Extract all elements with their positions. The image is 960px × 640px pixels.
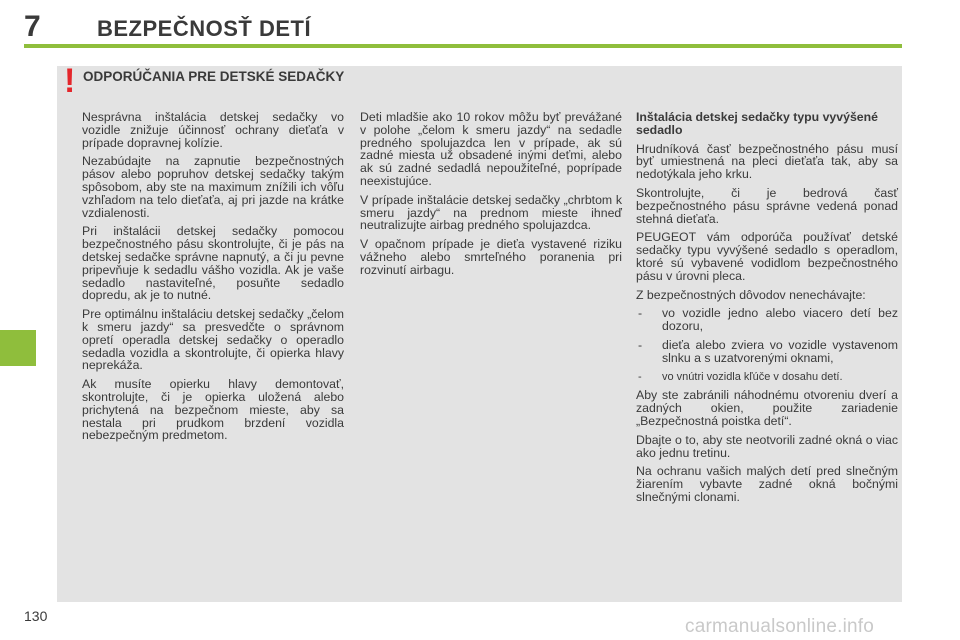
column-subheading: Inštalácia detskej sedačky typu vyvýšené sedadlo: [636, 110, 878, 137]
paragraph: Dbajte o to, aby ste neotvorili zadné okná o viac ako jednu tretinu.: [636, 432, 898, 460]
text-column-3: [636, 111, 898, 510]
chapter-number: 7: [24, 10, 41, 43]
warning-exclamation-icon: !: [64, 62, 76, 100]
bullet-dash: -: [638, 370, 642, 383]
list-item-text: dieťa alebo zviera vo vozidle vystavenom slnku a s uzatvorenými oknami,: [662, 337, 898, 365]
paragraph: Na ochranu vašich malých detí pred slnečným žiarením vybavte zadné okná bočnými slnečnými clonami.: [636, 464, 898, 504]
text-column-2: [360, 111, 622, 283]
paragraph: Deti mladšie ako 10 rokov môžu byť prevážané v polohe „čelom k smeru jazdy“ na sedadle predného spolujazdca len v prípade, ak sú zadné miesta už obsadené inými deťmi, alebo ak sú zadné sedadlá nepoužiteľné, poprípade neexistujúce.: [360, 110, 622, 188]
paragraph: Pri inštalácii detskej sedačky pomocou bezpečnostného pásu skontrolujte, či je pás na detskej sedačke správne napnutý, a či ju pevne pripevňuje k sedadlu vášho vozidla. Ak je vaše sedadlo nastaviteľné, posuňte sedadlo dopredu, ak je to nutné.: [82, 224, 344, 303]
page-number: 130: [24, 608, 48, 624]
paragraph: V prípade inštalácie detskej sedačky „chrbtom k smeru jazdy“ na prednom mieste ihneď neutralizujte airbag predného spolujazdca.: [360, 192, 622, 233]
paragraph: Nezabúdajte na zapnutie bezpečnostných pásov alebo popruhov detskej sedačky takým spôsobom, aby ste na maximum znížili ich vôľu vzhľadom na telo dieťaťa, aj pri jazde na krátke vzdialenosti.: [82, 154, 344, 220]
chapter-side-tab: [0, 330, 36, 366]
paragraph: Pre optimálnu inštaláciu detskej sedačky „čelom k smeru jazdy“ sa presvedčte o správnom opretí operadla detskej sedačky o operadlo sedadla vozidla a skontrolujte, či opierka hlavy neprekáža.: [82, 307, 344, 373]
paragraph: Hrudníková časť bezpečnostného pásu musí byť umiestnená na pleci dieťaťa tak, aby sa nedotýkala jeho krku.: [636, 141, 898, 182]
list-item: [636, 307, 898, 333]
list-item-text: vo vnútri vozidla kľúče v dosahu detí.: [662, 370, 843, 383]
paragraph: V opačnom prípade je dieťa vystavené riziku vážneho alebo smrteľného poranenia pri rozvinutí airbagu.: [360, 237, 622, 277]
paragraph: Skontrolujte, či je bedrová časť bezpečnostného pásu správne vedená ponad stehná dieťaťa.: [636, 185, 898, 226]
warning-list: [636, 307, 898, 383]
text-column-1: [82, 111, 344, 448]
bullet-dash: -: [638, 337, 643, 352]
header-rule: [24, 44, 902, 48]
paragraph: PEUGEOT vám odporúča používať detské sedačky typu vyvýšené sedadlo s operadlom, ktoré sú vybavené vodidlom bezpečnostného pásu v úrovni pleca.: [636, 230, 898, 283]
bullet-dash: -: [638, 306, 643, 321]
watermark-text: carmanualsonline.info: [685, 616, 875, 637]
list-item: [636, 371, 898, 384]
section-title: ODPORÚČANIA PRE DETSKÉ SEDAČKY: [83, 69, 345, 84]
list-item: [636, 339, 898, 365]
paragraph: Ak musíte opierku hlavy demontovať, skontrolujte, či je opierka uložená alebo prichytená na bezpečnom mieste, aby sa nestala pri prudkom brzdení vozidla nebezpečným predmetom.: [82, 377, 344, 443]
paragraph: Z bezpečnostných dôvodov nenechávajte:: [636, 287, 866, 302]
list-item-text: vo vozidle jedno alebo viacero detí bez dozoru,: [662, 306, 898, 334]
chapter-title: BEZPEČNOSŤ DETÍ: [97, 16, 312, 41]
paragraph: Nesprávna inštalácia detskej sedačky vo vozidle znižuje účinnosť ochrany dieťaťa v prípade dopravnej kolízie.: [82, 110, 344, 150]
paragraph: Aby ste zabránili náhodnému otvoreniu dverí a zadných okien, použite zariadenie „Bezpečnostná poistka detí“.: [636, 388, 898, 428]
